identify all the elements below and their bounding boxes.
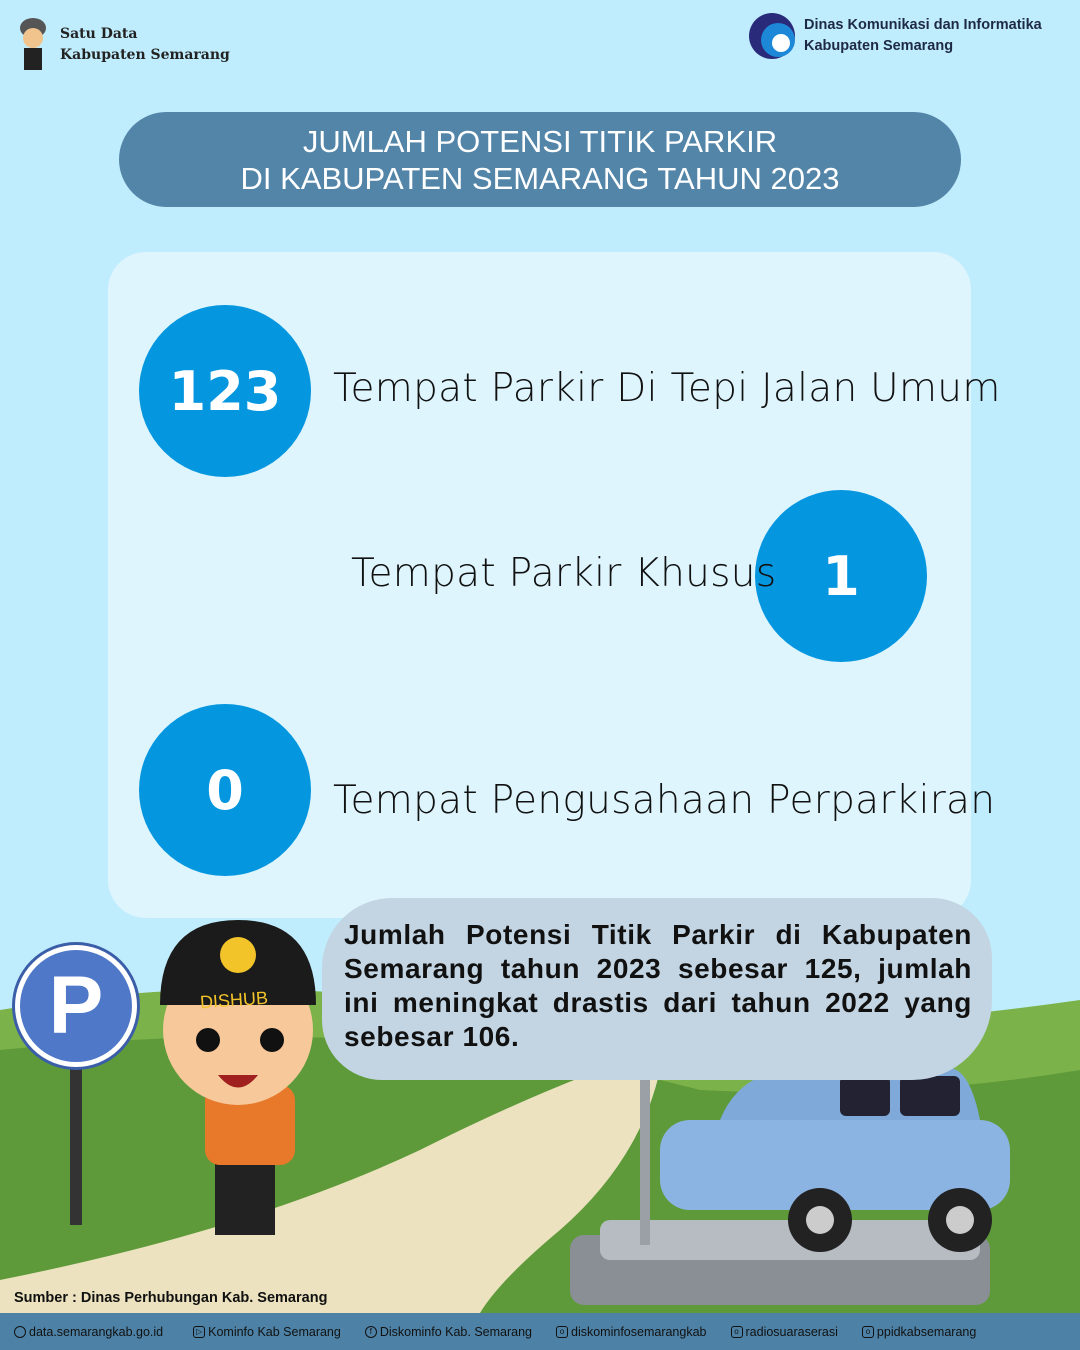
- stat-label-business: Tempat Pengusahaan Perparkiran: [333, 778, 996, 823]
- stat-value-business: 0: [139, 704, 311, 876]
- car-illustration: [660, 1060, 1020, 1260]
- stat-label-special: Tempat Parkir Khusus: [351, 551, 777, 596]
- footer-bar: [0, 1313, 1080, 1350]
- summary-text: Jumlah Potensi Titik Parkir di Kabupaten Semarang tahun 2023 sebesar 125, jumlah ini meningkat drastis dari tahun 2022 yang sebesar 106.: [344, 919, 972, 1052]
- source-note: Sumber : Dinas Perhubungan Kab. Semarang: [14, 1290, 328, 1306]
- footer-facebook[interactable]: [365, 1325, 532, 1339]
- footer-instagram-ppid[interactable]: [862, 1325, 976, 1339]
- youtube-icon: ▷: [193, 1326, 205, 1338]
- footer-website[interactable]: [14, 1325, 163, 1339]
- globe-icon: [14, 1326, 26, 1338]
- instagram-icon: o: [731, 1326, 743, 1338]
- cap-label: DISHUB: [199, 987, 269, 1013]
- footer-youtube[interactable]: [193, 1325, 341, 1339]
- mascot-icon: [16, 14, 50, 76]
- agency-name: Dinas Komunikasi dan Informatika: [804, 17, 1042, 33]
- footer-instagram-radio[interactable]: [731, 1325, 838, 1339]
- diskominfo-logo: [748, 12, 1042, 60]
- parking-sign: P: [15, 945, 137, 1067]
- footer-text: radiosuaraserasi: [745, 1324, 838, 1339]
- title-line-2: DI KABUPATEN SEMARANG TAHUN 2023: [240, 161, 840, 196]
- stat-value-roadside: 123: [139, 305, 311, 477]
- footer-text: ppidkabsemarang: [876, 1324, 977, 1339]
- agency-region: Kabupaten Semarang: [804, 38, 954, 54]
- footer-text: data.semarangkab.go.id: [29, 1324, 164, 1339]
- facebook-icon: f: [365, 1326, 377, 1338]
- satu-data-logo: [16, 14, 230, 76]
- satu-data-title: Satu Data: [60, 26, 138, 42]
- instagram-icon: o: [556, 1326, 568, 1338]
- page-title: [119, 112, 961, 207]
- instagram-icon: o: [862, 1326, 874, 1338]
- footer-instagram-diskominfo[interactable]: [556, 1325, 707, 1339]
- footer-text: diskominfosemarangkab: [571, 1324, 707, 1339]
- footer-text: Kominfo Kab Semarang: [208, 1324, 341, 1339]
- stat-value-special: 1: [755, 490, 927, 662]
- satu-data-subtitle: Kabupaten Semarang: [60, 47, 230, 63]
- title-line-1: JUMLAH POTENSI TITIK PARKIR: [302, 124, 778, 159]
- stat-label-roadside: Tempat Parkir Di Tepi Jalan Umum: [333, 366, 1001, 411]
- footer-text: Diskominfo Kab. Semarang: [379, 1324, 532, 1339]
- kominfo-icon: [748, 12, 796, 60]
- speech-bubble: [322, 898, 992, 1080]
